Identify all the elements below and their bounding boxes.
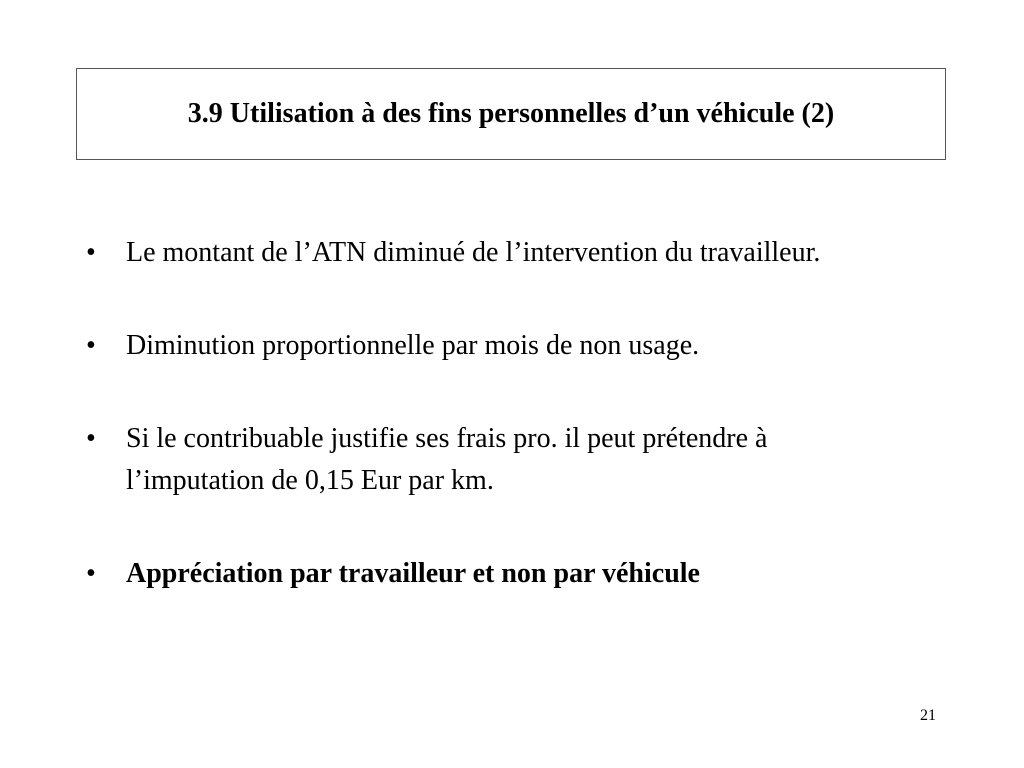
bullet-item-emphasis [86,553,886,595]
bullet-icon: • [86,423,96,454]
bullet-item [86,325,886,367]
bullet-text: Le montant de l’ATN diminué de l’intervention du travailleur. [126,237,821,268]
title-box [76,68,946,160]
bullet-icon: • [86,330,96,361]
bullet-icon: • [86,237,96,268]
bullet-text: Appréciation par travailleur et non par véhicule [126,558,700,589]
bullet-text: Si le contribuable justifie ses frais pro. il peut prétendre à l’imputation de 0,15 Eur par km. [126,423,768,496]
slide-title: 3.9 Utilisation à des fins personnelles d’un véhicule (2) [187,98,835,129]
bullet-item [86,232,886,274]
bullet-text: Diminution proportionnelle par mois de non usage. [126,330,700,361]
bullet-icon: • [86,558,96,589]
bullet-item [86,418,886,502]
slide-number: 21 [920,707,936,724]
bullet-list [86,232,886,646]
